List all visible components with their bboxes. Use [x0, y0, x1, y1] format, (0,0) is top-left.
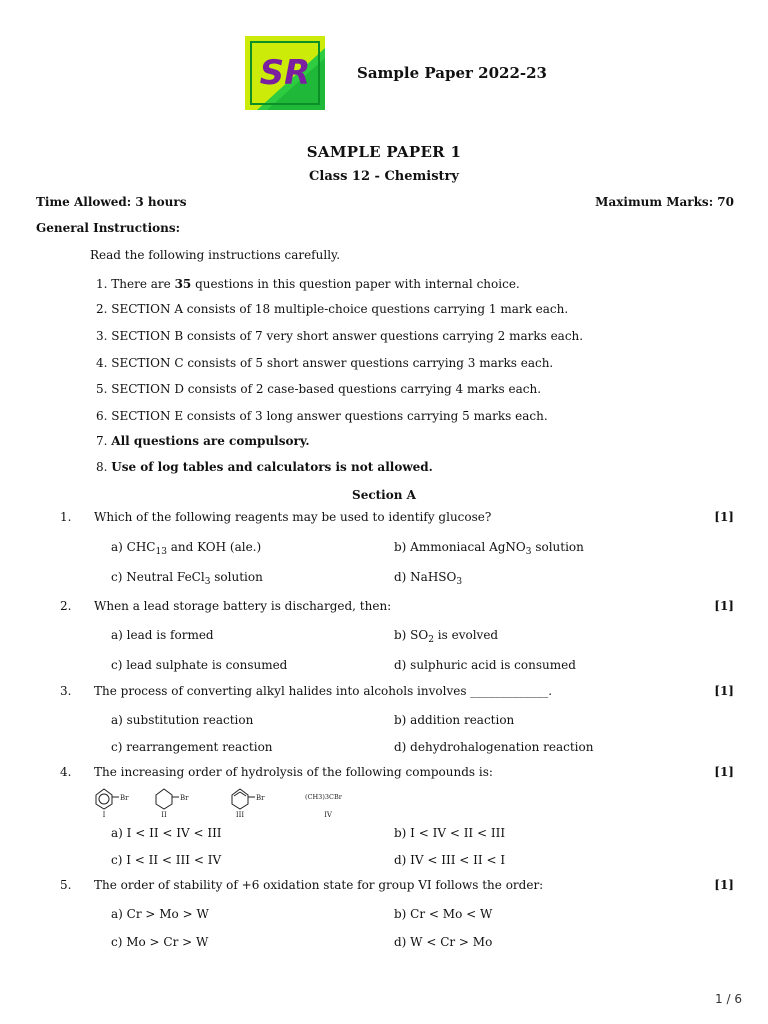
question-number: 3. [60, 684, 72, 698]
question-marks: [1] [714, 599, 734, 613]
instructions-intro: Read the following instructions carefully. [90, 248, 341, 262]
instruction-text: 1. There are [96, 277, 175, 291]
option-b [394, 540, 584, 557]
subscript: 3 [204, 577, 211, 587]
option-a: a) Cr > Mo > W [111, 907, 209, 921]
option-text: solution [210, 570, 263, 584]
option-c: c) rearrangement reaction [111, 740, 273, 754]
question-number: 4. [60, 765, 72, 779]
option-text: and KOH (ale.) [166, 540, 262, 554]
question-text: Which of the following reagents may be used to identify glucose? [94, 510, 492, 524]
option-text: d) NaHSO [394, 570, 457, 584]
structure-ii [156, 789, 179, 809]
option-b: b) I < IV < II < III [394, 826, 506, 840]
subscript: 3 [456, 577, 463, 587]
instruction-4: 4. SECTION C consists of 5 short answer questions carrying 3 marks each. [96, 356, 554, 370]
section-a-heading: Section A [352, 488, 416, 502]
instruction-7 [96, 434, 310, 448]
instruction-5: 5. SECTION D consists of 2 case-based questions carrying 4 marks each. [96, 382, 542, 396]
question-number: 2. [60, 599, 72, 613]
maximum-marks: Maximum Marks: 70 [595, 195, 734, 209]
question-number: 5. [60, 878, 72, 892]
question-marks: [1] [714, 510, 734, 524]
option-text: b) SO [394, 628, 429, 642]
option-a: a) substitution reaction [111, 713, 254, 727]
option-text: c) Neutral FeCl [111, 570, 205, 584]
option-a: a) lead is formed [111, 628, 214, 642]
instruction-1 [96, 277, 520, 291]
question-marks: [1] [714, 878, 734, 892]
bromine-label: Br [180, 794, 189, 802]
subscript: 2 [428, 635, 434, 645]
instruction-8 [96, 460, 433, 474]
general-instructions-label: General Instructions: [36, 221, 181, 235]
question-text: The order of stability of +6 oxidation state for group VI follows the order: [94, 878, 544, 892]
option-c [111, 570, 263, 587]
question-text: When a lead storage battery is discharged, then: [94, 599, 392, 613]
subscript: 13 [155, 547, 167, 557]
option-d: d) dehydrohalogenation reaction [394, 740, 594, 754]
logo-text: SR [259, 53, 311, 93]
structure-label-iii: III [235, 811, 245, 819]
option-d: d) W < Cr > Mo [394, 935, 493, 949]
instruction-2: 2. SECTION A consists of 18 multiple-choice questions carrying 1 mark each. [96, 302, 569, 316]
instruction-number: 8. [96, 460, 112, 474]
instruction-6: 6. SECTION E consists of 3 long answer questions carrying 5 marks each. [96, 409, 548, 423]
option-c: c) I < II < III < IV [111, 853, 222, 867]
structure-label-iv: IV [324, 811, 332, 819]
time-allowed: Time Allowed: 3 hours [36, 195, 187, 209]
option-d: d) sulphuric acid is consumed [394, 658, 576, 672]
option-text: solution [531, 540, 584, 554]
structure-i [96, 789, 119, 809]
paper-title: SAMPLE PAPER 1 [306, 143, 462, 161]
paper-subtitle: Class 12 - Chemistry [309, 169, 459, 184]
option-b [394, 628, 499, 645]
instruction-3: 3. SECTION B consists of 7 very short answer questions carrying 2 marks each. [96, 329, 584, 343]
option-c: c) Mo > Cr > W [111, 935, 209, 949]
instruction-text: Use of log tables and calculators is not allowed. [111, 460, 433, 474]
option-a: a) I < II < IV < III [111, 826, 222, 840]
question-text: The process of converting alkyl halides into alcohols involves _____________. [94, 684, 553, 698]
question-text: The increasing order of hydrolysis of the following compounds is: [94, 765, 493, 779]
structure-label-ii: II [161, 811, 167, 819]
bromine-label: Br [256, 794, 265, 802]
question-marks: [1] [714, 765, 734, 779]
instruction-number: 7. [96, 434, 112, 448]
header-title: Sample Paper 2022-23 [357, 64, 547, 82]
structure-iii [232, 789, 255, 809]
bromine-label: Br [120, 794, 129, 802]
page-indicator: 1 / 6 [715, 992, 742, 1006]
option-text: b) Ammoniacal AgNO [394, 540, 526, 554]
structure-label-i: I [102, 811, 106, 819]
instruction-text: All questions are compulsory. [111, 434, 310, 448]
sr-logo [245, 36, 325, 110]
question-marks: [1] [714, 684, 734, 698]
question-number: 1. [60, 510, 72, 524]
option-text: is evolved [433, 628, 499, 642]
structure-iv-formula: (CH3)3CBr [305, 793, 342, 801]
chemical-structures [92, 784, 352, 820]
option-d: d) IV < III < II < I [394, 853, 506, 867]
option-c: c) lead sulphate is consumed [111, 658, 288, 672]
subscript: 3 [525, 547, 532, 557]
option-text: a) CHC [111, 540, 156, 554]
instruction-text: questions in this question paper with internal choice. [191, 277, 520, 291]
option-b: b) addition reaction [394, 713, 515, 727]
option-d [394, 570, 463, 587]
option-a [111, 540, 262, 557]
option-b: b) Cr < Mo < W [394, 907, 493, 921]
instruction-count: 35 [174, 277, 192, 291]
